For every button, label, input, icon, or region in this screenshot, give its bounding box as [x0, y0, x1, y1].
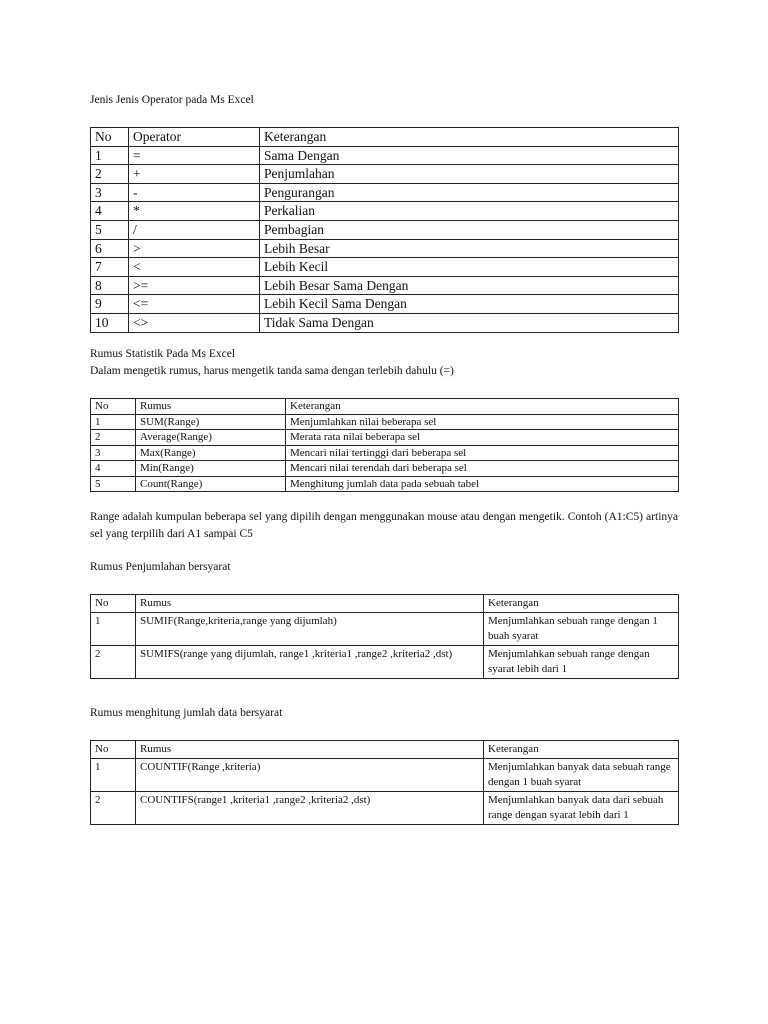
table-header-row	[91, 595, 679, 613]
table-cell: 1	[91, 414, 136, 430]
table-row	[91, 295, 679, 314]
table-row	[91, 183, 679, 202]
table-header-row	[91, 399, 679, 415]
table-row	[91, 239, 679, 258]
table-cell: 10	[91, 313, 129, 332]
table-row	[91, 202, 679, 221]
table-cell: *	[129, 202, 260, 221]
table-row	[91, 445, 679, 461]
table-cell: Keterangan	[484, 741, 679, 759]
table-cell: +	[129, 165, 260, 184]
table-cell: 7	[91, 258, 129, 277]
table-row	[91, 792, 679, 825]
table-cell: No	[91, 128, 129, 147]
table-row	[91, 258, 679, 277]
table-cell: 2	[91, 792, 136, 825]
table-cell: 2	[91, 165, 129, 184]
table-cell: 1	[91, 759, 136, 792]
table-row	[91, 165, 679, 184]
table-cell: <>	[129, 313, 260, 332]
table-cell: 4	[91, 202, 129, 221]
table-cell: >	[129, 239, 260, 258]
table-cell: Operator	[129, 128, 260, 147]
conditional-sum-table-wrap	[90, 594, 678, 679]
table-cell: /	[129, 220, 260, 239]
statistics-table	[90, 398, 679, 492]
table-cell: Lebih Besar Sama Dengan	[260, 276, 679, 295]
table-cell: No	[91, 595, 136, 613]
table-cell: 3	[91, 445, 136, 461]
table-row	[91, 276, 679, 295]
table-cell: Tidak Sama Dengan	[260, 313, 679, 332]
table-row	[91, 146, 679, 165]
table-cell: Menghitung jumlah data pada sebuah tabel	[286, 476, 679, 492]
table-cell: Perkalian	[260, 202, 679, 221]
table-row	[91, 613, 679, 646]
table-cell: Mencari nilai terendah dari beberapa sel	[286, 461, 679, 477]
table-row	[91, 430, 679, 446]
table-cell: SUM(Range)	[136, 414, 286, 430]
statistics-intro: Dalam mengetik rumus, harus mengetik tanda sama dengan terlebih dahulu (=)	[90, 365, 454, 377]
conditional-count-table	[90, 740, 679, 825]
table-cell: 6	[91, 239, 129, 258]
table-row	[91, 220, 679, 239]
table-cell: Rumus	[136, 595, 484, 613]
heading-conditional-count: Rumus menghitung jumlah data bersyarat	[90, 707, 283, 719]
table-cell: <=	[129, 295, 260, 314]
table-cell: SUMIF(Range,kriteria,range yang dijumlah)	[136, 613, 484, 646]
operators-table	[90, 127, 679, 333]
table-row	[91, 414, 679, 430]
table-cell: Penjumlahan	[260, 165, 679, 184]
range-note: Range adalah kumpulan beberapa sel yang dipilih dengan menggunakan mouse atau dengan mengetik. Contoh (A1:C5) artinya sel yang terpilih dari A1 sampai C5	[90, 511, 678, 540]
table-cell: 2	[91, 646, 136, 679]
table-cell: 4	[91, 461, 136, 477]
table-cell: Menjumlahkan sebuah range dengan syarat lebih dari 1	[484, 646, 679, 679]
table-cell: Keterangan	[260, 128, 679, 147]
table-header-row	[91, 741, 679, 759]
statistics-table-wrap	[90, 398, 678, 492]
table-cell: 2	[91, 430, 136, 446]
table-cell: <	[129, 258, 260, 277]
table-cell: 5	[91, 476, 136, 492]
conditional-sum-table	[90, 594, 679, 679]
table-cell: 1	[91, 146, 129, 165]
table-cell: Menjumlahkan nilai beberapa sel	[286, 414, 679, 430]
heading-statistics: Rumus Statistik Pada Ms Excel	[90, 348, 236, 360]
table-cell: Count(Range)	[136, 476, 286, 492]
table-cell: Pengurangan	[260, 183, 679, 202]
table-cell: Menjumlahkan sebuah range dengan 1 buah syarat	[484, 613, 679, 646]
heading-conditional-sum: Rumus Penjumlahan bersyarat	[90, 561, 231, 573]
table-cell: Keterangan	[286, 399, 679, 415]
table-cell: Lebih Kecil	[260, 258, 679, 277]
table-cell: Lebih Besar	[260, 239, 679, 258]
table-cell: =	[129, 146, 260, 165]
table-cell: -	[129, 183, 260, 202]
table-cell: 5	[91, 220, 129, 239]
table-cell: Sama Dengan	[260, 146, 679, 165]
table-row	[91, 476, 679, 492]
table-row	[91, 461, 679, 477]
heading-operators: Jenis Jenis Operator pada Ms Excel	[90, 94, 254, 106]
table-cell: Lebih Kecil Sama Dengan	[260, 295, 679, 314]
table-cell: 8	[91, 276, 129, 295]
table-cell: Min(Range)	[136, 461, 286, 477]
table-cell: Menjumlahkan banyak data dari sebuah range dengan syarat lebih dari 1	[484, 792, 679, 825]
table-row	[91, 759, 679, 792]
table-header-row	[91, 128, 679, 147]
table-cell: 1	[91, 613, 136, 646]
table-cell: 9	[91, 295, 129, 314]
table-row	[91, 646, 679, 679]
table-row	[91, 313, 679, 332]
table-cell: Max(Range)	[136, 445, 286, 461]
table-cell: 3	[91, 183, 129, 202]
table-cell: No	[91, 399, 136, 415]
table-cell: >=	[129, 276, 260, 295]
conditional-count-table-wrap	[90, 740, 678, 825]
table-cell: Keterangan	[484, 595, 679, 613]
operators-table-wrap	[90, 127, 678, 333]
table-cell: Rumus	[136, 399, 286, 415]
table-cell: Average(Range)	[136, 430, 286, 446]
table-cell: No	[91, 741, 136, 759]
table-cell: Menjumlahkan banyak data sebuah range dengan 1 buah syarat	[484, 759, 679, 792]
table-cell: Mencari nilai tertinggi dari beberapa sel	[286, 445, 679, 461]
table-cell: SUMIFS(range yang dijumlah, range1 ,kriteria1 ,range2 ,kriteria2 ,dst)	[136, 646, 484, 679]
table-cell: COUNTIF(Range ,kriteria)	[136, 759, 484, 792]
table-cell: COUNTIFS(range1 ,kriteria1 ,range2 ,kriteria2 ,dst)	[136, 792, 484, 825]
table-cell: Merata rata nilai beberapa sel	[286, 430, 679, 446]
table-cell: Rumus	[136, 741, 484, 759]
table-cell: Pembagian	[260, 220, 679, 239]
